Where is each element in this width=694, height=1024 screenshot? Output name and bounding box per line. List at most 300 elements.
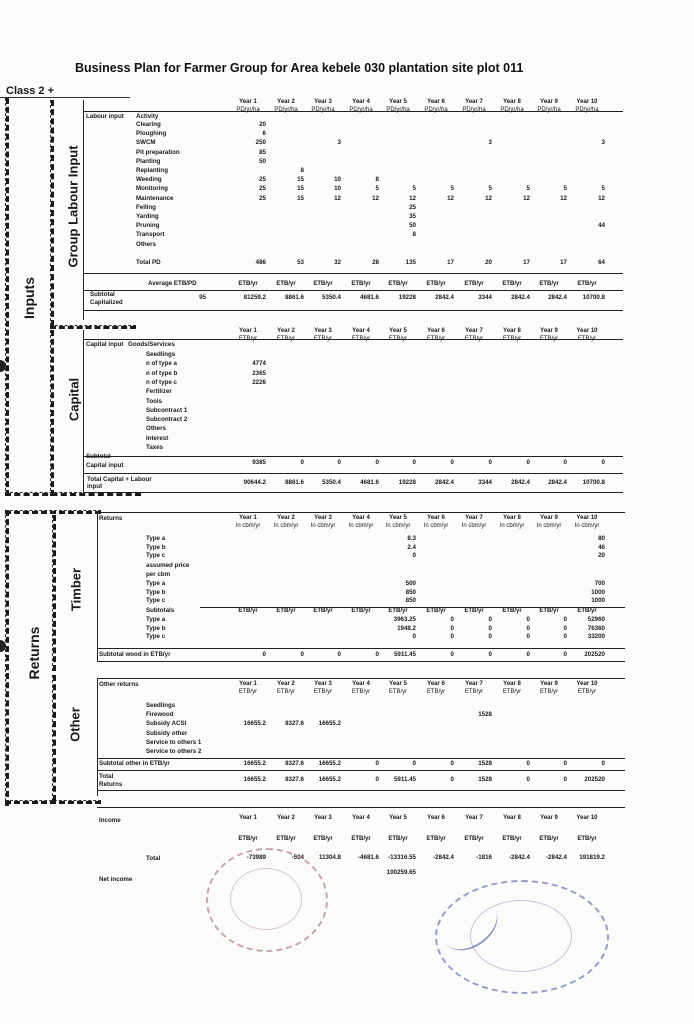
income-year-8: Year 8 bbox=[503, 815, 521, 821]
other-year-5: Year 5 bbox=[389, 681, 407, 687]
timber-type-0: Type a bbox=[146, 535, 166, 542]
capital-total-label: Total Capital + Labour input bbox=[87, 476, 152, 491]
labour-total-row-col-7: 20 bbox=[485, 259, 492, 266]
labour-subtotal-row-col-5: 19228 bbox=[398, 294, 416, 301]
timber-etb-unit-9: ETB/yr bbox=[539, 608, 559, 614]
capital-item-8: Others bbox=[146, 425, 166, 433]
capital-frame-left bbox=[50, 330, 54, 496]
timber-unit-9: In cbm/yr bbox=[536, 523, 562, 529]
timber-unit-5: In cbm/yr bbox=[385, 523, 411, 529]
capital-year-10: Year 10 bbox=[576, 328, 598, 334]
income-header-line bbox=[97, 807, 625, 808]
other-row-2-col-1: 16655.2 bbox=[243, 720, 266, 728]
labour-total-line bbox=[83, 273, 623, 274]
capital-year-8: Year 8 bbox=[503, 328, 521, 334]
capital-item-1: n of type a bbox=[146, 360, 177, 368]
capital-goods-header: Goods/Services bbox=[128, 341, 175, 348]
other-subtotal-row-col-3: 16655.2 bbox=[318, 760, 341, 767]
income-year-9: Year 9 bbox=[540, 815, 558, 821]
capital-year-1: Year 1 bbox=[239, 328, 257, 334]
capital-subtotal-row-col-6: 0 bbox=[450, 459, 454, 466]
labour-activity-0: Clearing bbox=[136, 121, 161, 128]
other-item-3: Subsidy other bbox=[146, 729, 188, 737]
other-total-row-col-6: 0 bbox=[450, 776, 454, 783]
other-subtotal-row-col-8: 0 bbox=[526, 760, 530, 767]
timber-bottom-line bbox=[97, 661, 625, 662]
timber-year-7: Year 7 bbox=[465, 515, 483, 521]
capital-unit-2: ETB/yr bbox=[276, 336, 296, 342]
timber-sub-row-1-col-10: 76360 bbox=[587, 624, 605, 632]
capital-total-row-col-1: 90644.2 bbox=[243, 479, 266, 486]
capital-input-label: Capital input bbox=[86, 462, 124, 469]
capital-total-row-col-7: 3344 bbox=[478, 479, 492, 486]
labour-etb-unit-9: ETB/yr bbox=[539, 281, 559, 287]
labour-activity-header: Activity bbox=[136, 113, 159, 120]
labour-row-6-col-1: 25 bbox=[259, 176, 266, 184]
timber-sub-row-2-col-5: 0 bbox=[412, 633, 416, 640]
labour-row-6-col-2: 15 bbox=[297, 176, 304, 184]
timber-unit-8: In cbm/yr bbox=[499, 523, 525, 529]
timber-etb-unit-10: ETB/yr bbox=[577, 608, 597, 614]
labour-row-7-col-5: 5 bbox=[412, 185, 416, 193]
timber-unit-10: In cbm/yr bbox=[574, 523, 600, 529]
timber-type-1: Type b bbox=[146, 543, 166, 551]
frame-top bbox=[0, 97, 130, 98]
other-subtotal-row-col-10: 0 bbox=[601, 760, 605, 767]
timber-subtotal-wood-row-col-5: 5911.45 bbox=[393, 651, 416, 658]
labour-subtotal-row-col-6: 2842.4 bbox=[435, 294, 454, 301]
timber-etb-unit-1: ETB/yr bbox=[238, 608, 258, 614]
capital-year-4: Year 4 bbox=[352, 328, 370, 334]
other-total-row-col-4: 0 bbox=[375, 776, 379, 783]
timber-sub-row-2-col-7: 0 bbox=[488, 633, 492, 640]
timber-subtotals-label: Subtotals bbox=[146, 607, 175, 614]
timber-price-type-0: Type a bbox=[146, 580, 166, 587]
labour-year-10: Year 10 bbox=[576, 99, 598, 105]
side-label-capital: Capital bbox=[66, 377, 82, 422]
timber-volume-row-1-col-10: 46 bbox=[598, 543, 605, 551]
income-total-label: Total bbox=[146, 855, 161, 862]
other-row-2-col-3: 16655.2 bbox=[318, 720, 341, 728]
net-income-label: Net income bbox=[99, 876, 133, 883]
capital-total-row-col-9: 2842.4 bbox=[548, 479, 567, 486]
timber-year-10: Year 10 bbox=[576, 515, 598, 521]
labour-activity-4: Planting bbox=[136, 157, 161, 165]
labour-row-7-col-8: 5 bbox=[526, 185, 530, 193]
timber-price-row-1-col-5: 850 bbox=[405, 588, 416, 596]
capital-item-4: Fertilizer bbox=[146, 388, 172, 396]
other-table-left-border bbox=[97, 678, 98, 796]
labour-subtotal-row-col-4: 4681.6 bbox=[360, 294, 379, 301]
labour-subtotal-row-col-1: 81259.2 bbox=[243, 294, 266, 301]
other-item-2: Subsidy ACSI bbox=[146, 720, 187, 728]
other-row-2-col-2: 8327.6 bbox=[285, 720, 304, 728]
capital-year-3: Year 3 bbox=[314, 328, 332, 334]
other-unit-7: ETB/yr bbox=[464, 689, 484, 695]
labour-activity-3: Pit preparation bbox=[136, 148, 180, 156]
timber-subtotal-wood-row-col-2: 0 bbox=[300, 651, 304, 658]
timber-price-row-1-col-10: 1000 bbox=[591, 588, 605, 596]
timber-etb-unit-4: ETB/yr bbox=[351, 608, 371, 614]
labour-row-3-col-1: 85 bbox=[259, 148, 266, 156]
timber-volume-row-0-col-10: 80 bbox=[598, 535, 605, 542]
timber-sub-row-0-col-10: 52960 bbox=[587, 616, 605, 623]
labour-row-7-col-6: 5 bbox=[450, 185, 454, 193]
labour-unit-10: PD/yr/ha bbox=[575, 107, 599, 113]
other-total-row-col-9: 0 bbox=[563, 776, 567, 783]
timber-subtotal-wood-row-col-3: 0 bbox=[337, 651, 341, 658]
timber-sub-row-1-col-7: 0 bbox=[488, 624, 492, 632]
timber-sub-row-1-col-5: 1948.2 bbox=[397, 624, 416, 632]
timber-volume-row-2-col-5: 0 bbox=[412, 552, 416, 559]
labour-total-row-col-1: 486 bbox=[255, 259, 266, 266]
other-row-1-col-7: 1528 bbox=[478, 711, 492, 719]
other-subtotal-row-col-1: 16655.2 bbox=[243, 760, 266, 767]
side-label-group-labour: Group Labour Input bbox=[65, 145, 81, 268]
other-year-8: Year 8 bbox=[503, 681, 521, 687]
capital-year-6: Year 6 bbox=[427, 328, 445, 334]
labour-row-8-col-9: 12 bbox=[560, 194, 567, 202]
capital-bottom-line bbox=[83, 492, 623, 493]
labour-row-7-col-1: 25 bbox=[259, 185, 266, 193]
other-bottom-line bbox=[97, 790, 625, 791]
labour-activity-8: Maintenance bbox=[136, 194, 174, 202]
timber-subtotal-wood-row-col-9: 0 bbox=[563, 651, 567, 658]
capital-row-1-col-1: 4774 bbox=[252, 360, 266, 368]
labour-avg-label: Average ETB/PD bbox=[148, 280, 197, 287]
capital-year-2: Year 2 bbox=[277, 328, 295, 334]
timber-year-6: Year 6 bbox=[427, 515, 445, 521]
labour-subtotal-row-col-7: 3344 bbox=[478, 294, 492, 301]
returns-frame-top bbox=[5, 510, 101, 514]
timber-etb-unit-7: ETB/yr bbox=[464, 608, 484, 614]
income-year-7: Year 7 bbox=[465, 815, 483, 821]
labour-etb-unit-10: ETB/yr bbox=[577, 281, 597, 287]
net-income-value: 100259.65 bbox=[386, 869, 416, 876]
labour-activity-11: Pruning bbox=[136, 222, 160, 230]
side-label-other: Other bbox=[67, 707, 83, 742]
capital-total-row-col-3: 5350.4 bbox=[322, 479, 341, 486]
other-total-returns-label: Total Returns bbox=[99, 773, 123, 788]
capital-unit-10: ETB/yr bbox=[577, 336, 597, 342]
capital-table-left-border bbox=[83, 330, 84, 495]
labour-row-8-col-2: 15 bbox=[297, 194, 304, 202]
labour-row-2-col-3: 3 bbox=[337, 139, 341, 147]
labour-row-8-col-7: 12 bbox=[485, 194, 492, 202]
labour-row-6-col-4: 8 bbox=[375, 176, 379, 184]
other-total-row-col-5: 5911.45 bbox=[393, 776, 416, 783]
other-subtotal-row-col-4: 0 bbox=[375, 760, 379, 767]
capital-unit-9: ETB/yr bbox=[539, 336, 559, 342]
income-year-1: Year 1 bbox=[239, 815, 257, 821]
capital-item-7: Subcontract 2 bbox=[146, 416, 188, 424]
labour-row-11-col-10: 44 bbox=[598, 222, 605, 230]
labour-unit-5: PD/yr/ha bbox=[386, 107, 410, 113]
income-label: Income bbox=[99, 817, 121, 824]
timber-sub-row-0-col-5: 3963.25 bbox=[393, 616, 416, 623]
other-item-0: Seedlings bbox=[146, 702, 176, 709]
capital-year-5: Year 5 bbox=[389, 328, 407, 334]
timber-volume-row-1-col-5: 2.4 bbox=[407, 543, 416, 551]
other-total-row-col-10: 202520 bbox=[584, 776, 605, 783]
capital-item-6: Subcontract 1 bbox=[146, 406, 188, 414]
income-unit-1: ETB/yr bbox=[238, 836, 258, 842]
capital-unit-4: ETB/yr bbox=[351, 336, 371, 342]
timber-sub-row-0-col-8: 0 bbox=[526, 616, 530, 623]
timber-header-line bbox=[97, 512, 625, 513]
timber-table-left-border bbox=[97, 512, 98, 662]
labour-row-7-col-7: 5 bbox=[488, 185, 492, 193]
side-label-inputs: Inputs bbox=[21, 277, 37, 319]
timber-per-cbm-label: per cbm bbox=[146, 571, 171, 578]
capital-unit-1: ETB/yr bbox=[238, 336, 258, 342]
capital-item-0: Seedlings bbox=[146, 351, 176, 358]
timber-price-type-1: Type b bbox=[146, 588, 166, 596]
inputs-frame-left bbox=[5, 98, 9, 496]
other-year-2: Year 2 bbox=[277, 681, 295, 687]
capital-unit-8: ETB/yr bbox=[502, 336, 522, 342]
labour-unit-1: PD/yr/ha bbox=[236, 107, 260, 113]
labour-unit-2: PD/yr/ha bbox=[274, 107, 298, 113]
other-total-row-col-8: 0 bbox=[526, 776, 530, 783]
other-subtotal-row-col-2: 8327.6 bbox=[285, 760, 304, 767]
capital-subtotal-row-col-3: 0 bbox=[337, 459, 341, 466]
capital-unit-3: ETB/yr bbox=[313, 336, 333, 342]
capital-total-row-col-2: 8861.6 bbox=[285, 479, 304, 486]
timber-etb-unit-3: ETB/yr bbox=[313, 608, 333, 614]
other-unit-4: ETB/yr bbox=[351, 689, 371, 695]
other-corner-label: Other returns bbox=[99, 681, 139, 688]
labour-frame-left bbox=[50, 100, 54, 326]
labour-etb-unit-2: ETB/yr bbox=[276, 281, 296, 287]
capital-total-row-col-4: 4681.6 bbox=[360, 479, 379, 486]
income-unit-6: ETB/yr bbox=[426, 836, 446, 842]
timber-frame-left bbox=[52, 515, 56, 671]
labour-unit-6: PD/yr/ha bbox=[424, 107, 448, 113]
capital-item-5: Tools bbox=[146, 397, 163, 405]
other-item-4: Service to others 1 bbox=[146, 738, 202, 746]
timber-sub-row-2-col-8: 0 bbox=[526, 633, 530, 640]
labour-subtotal-row-col-3: 5350.4 bbox=[322, 294, 341, 301]
capital-year-7: Year 7 bbox=[465, 328, 483, 334]
timber-unit-6: In cbm/yr bbox=[423, 523, 449, 529]
timber-year-5: Year 5 bbox=[389, 515, 407, 521]
timber-subtotal-wood-row-col-8: 0 bbox=[526, 651, 530, 658]
timber-sub-row-2-col-9: 0 bbox=[563, 633, 567, 640]
labour-unit-3: PD/yr/ha bbox=[311, 107, 335, 113]
timber-sub-type-1: Type b bbox=[146, 624, 166, 632]
labour-activity-2: SWCM bbox=[136, 139, 156, 147]
labour-row-2-col-1: 250 bbox=[255, 139, 266, 147]
labour-subtotal-row-col-8: 2842.4 bbox=[511, 294, 530, 301]
income-unit-2: ETB/yr bbox=[276, 836, 296, 842]
labour-year-1: Year 1 bbox=[239, 99, 257, 105]
labour-unit-9: PD/yr/ha bbox=[537, 107, 561, 113]
labour-total-row-col-4: 28 bbox=[372, 259, 379, 266]
labour-row-7-col-9: 5 bbox=[563, 185, 567, 193]
labour-row-2-col-10: 3 bbox=[601, 139, 605, 147]
labour-row-4-col-1: 50 bbox=[259, 157, 266, 165]
labour-year-8: Year 8 bbox=[503, 99, 521, 105]
other-item-5: Service to others 2 bbox=[146, 748, 202, 755]
timber-corner-label: Returns bbox=[99, 515, 123, 522]
returns-frame-left bbox=[5, 510, 9, 806]
timber-sub-row-0-col-9: 0 bbox=[563, 616, 567, 623]
other-year-4: Year 4 bbox=[352, 681, 370, 687]
labour-row-8-col-3: 12 bbox=[334, 194, 341, 202]
labour-row-8-col-5: 12 bbox=[409, 194, 416, 202]
income-total-row-col-7: -1816 bbox=[476, 854, 492, 861]
labour-bottom-line bbox=[83, 310, 623, 311]
labour-activity-12: Transport bbox=[136, 231, 165, 239]
capital-unit-6: ETB/yr bbox=[426, 336, 446, 342]
labour-subtotal-row-col-2: 8861.6 bbox=[285, 294, 304, 301]
labour-total-row-col-6: 17 bbox=[447, 259, 454, 266]
timber-etb-unit-2: ETB/yr bbox=[276, 608, 296, 614]
other-unit-10: ETB/yr bbox=[577, 689, 597, 695]
capital-total-row-col-6: 2842.4 bbox=[435, 479, 454, 486]
labour-row-7-col-4: 5 bbox=[375, 185, 379, 193]
income-total-row-col-5: -13316.55 bbox=[388, 854, 416, 861]
timber-price-row-2-col-10: 1000 bbox=[591, 597, 605, 604]
other-unit-8: ETB/yr bbox=[502, 689, 522, 695]
other-header-line bbox=[97, 678, 625, 679]
other-unit-9: ETB/yr bbox=[539, 689, 559, 695]
other-year-9: Year 9 bbox=[540, 681, 558, 687]
timber-subtotal-wood-row-col-7: 0 bbox=[488, 651, 492, 658]
timber-year-3: Year 3 bbox=[314, 515, 332, 521]
labour-unit-4: PD/yr/ha bbox=[349, 107, 373, 113]
income-total-row-col-10: 191819.2 bbox=[579, 854, 605, 861]
other-subtotal-row-col-5: 0 bbox=[412, 760, 416, 767]
income-unit-9: ETB/yr bbox=[539, 836, 559, 842]
labour-row-8-col-4: 12 bbox=[372, 194, 379, 202]
capital-unit-5: ETB/yr bbox=[388, 336, 408, 342]
timber-sub-row-1-col-8: 0 bbox=[526, 624, 530, 632]
timber-type-2: Type c bbox=[146, 552, 166, 559]
timber-sub-row-0-col-7: 0 bbox=[488, 616, 492, 623]
labour-row-6-col-3: 10 bbox=[334, 176, 341, 184]
other-year-6: Year 6 bbox=[427, 681, 445, 687]
capital-subtotal-row-col-5: 0 bbox=[412, 459, 416, 466]
capital-item-10: Taxes bbox=[146, 444, 164, 451]
timber-unit-7: In cbm/yr bbox=[461, 523, 487, 529]
income-total-row-col-9: -2842.4 bbox=[546, 854, 567, 861]
labour-year-4: Year 4 bbox=[352, 99, 370, 105]
income-unit-7: ETB/yr bbox=[464, 836, 484, 842]
other-year-1: Year 1 bbox=[239, 681, 257, 687]
timber-sub-row-1-col-6: 0 bbox=[450, 624, 454, 632]
timber-unit-1: In cbm/yr bbox=[235, 523, 261, 529]
income-unit-3: ETB/yr bbox=[313, 836, 333, 842]
timber-sub-row-2-col-6: 0 bbox=[450, 633, 454, 640]
labour-etb-unit-4: ETB/yr bbox=[351, 281, 371, 287]
labour-row-8-col-10: 12 bbox=[598, 194, 605, 202]
side-label-timber: Timber bbox=[68, 567, 84, 612]
income-total-row-col-2: -534 bbox=[291, 854, 304, 861]
side-label-returns: Returns bbox=[26, 626, 42, 680]
timber-year-8: Year 8 bbox=[503, 515, 521, 521]
labour-row-2-col-7: 3 bbox=[488, 139, 492, 147]
income-year-6: Year 6 bbox=[427, 815, 445, 821]
other-frame-left bbox=[52, 675, 56, 801]
timber-etb-unit-6: ETB/yr bbox=[426, 608, 446, 614]
capital-subtotal-line bbox=[83, 456, 623, 457]
labour-row-8-col-8: 12 bbox=[523, 194, 530, 202]
timber-price-row-0-col-10: 700 bbox=[594, 580, 605, 587]
labour-total-row-col-9: 17 bbox=[560, 259, 567, 266]
other-total-row-col-3: 16655.2 bbox=[318, 776, 341, 783]
labour-subtotal-line bbox=[83, 290, 623, 291]
page-title: Business Plan for Farmer Group for Area kebele 030 plantation site plot 011 bbox=[75, 61, 524, 75]
timber-assumed-price-label: assumed price bbox=[146, 562, 190, 569]
other-subtotal-row-col-6: 0 bbox=[450, 760, 454, 767]
income-year-2: Year 2 bbox=[277, 815, 295, 821]
income-year-4: Year 4 bbox=[352, 815, 370, 821]
timber-subtotals-line bbox=[200, 607, 625, 608]
labour-etb-unit-6: ETB/yr bbox=[426, 281, 446, 287]
capital-total-row-col-10: 10700.8 bbox=[582, 479, 605, 486]
income-year-10: Year 10 bbox=[576, 815, 598, 821]
income-total-row-col-6: -2842.4 bbox=[433, 854, 454, 861]
labour-etb-unit-5: ETB/yr bbox=[388, 281, 408, 287]
capital-subtotal-row-col-2: 0 bbox=[300, 459, 304, 466]
labour-total-label: Total PD bbox=[136, 259, 161, 266]
labour-etb-unit-8: ETB/yr bbox=[502, 281, 522, 287]
capital-corner-label: Capital input bbox=[86, 341, 124, 348]
capital-subtotal-row-col-8: 0 bbox=[526, 459, 530, 466]
labour-row-7-col-3: 10 bbox=[334, 185, 341, 193]
other-year-10: Year 10 bbox=[576, 681, 598, 687]
other-year-3: Year 3 bbox=[314, 681, 332, 687]
official-stamp-left-inner bbox=[230, 868, 302, 930]
capital-unit-7: ETB/yr bbox=[464, 336, 484, 342]
timber-price-row-2-col-5: 850 bbox=[405, 597, 416, 604]
timber-subtotal-wood-label: Subtotal wood in ETB/yr bbox=[99, 651, 171, 658]
labour-activity-1: Ploughing bbox=[136, 130, 167, 138]
capital-total-row-col-5: 19228 bbox=[398, 479, 416, 486]
capital-row-2-col-1: 2365 bbox=[252, 369, 266, 377]
income-unit-10: ETB/yr bbox=[577, 836, 597, 842]
income-unit-5: ETB/yr bbox=[388, 836, 408, 842]
labour-activity-6: Weeding bbox=[136, 176, 162, 184]
labour-row-12-col-5: 8 bbox=[412, 231, 416, 239]
capital-subtotal-row-col-7: 0 bbox=[488, 459, 492, 466]
capital-subtotal-row-col-10: 0 bbox=[601, 459, 605, 466]
capital-subtotal-row-col-4: 0 bbox=[375, 459, 379, 466]
capital-subtotal-label: Subtotal bbox=[86, 453, 111, 460]
timber-subtotal-wood-row-col-6: 0 bbox=[450, 651, 454, 658]
other-subtotal-row-col-9: 0 bbox=[563, 760, 567, 767]
labour-year-3: Year 3 bbox=[314, 99, 332, 105]
income-total-row-col-1: -73989 bbox=[246, 854, 266, 861]
timber-unit-3: In cbm/yr bbox=[310, 523, 336, 529]
capital-total-row-col-8: 2842.4 bbox=[511, 479, 530, 486]
income-total-row-col-8: -2842.4 bbox=[509, 854, 530, 861]
labour-row-10-col-5: 35 bbox=[409, 213, 416, 220]
timber-year-9: Year 9 bbox=[540, 515, 558, 521]
labour-subtotal-row-col-9: 2842.4 bbox=[548, 294, 567, 301]
capital-item-3: n of type c bbox=[146, 378, 177, 386]
capital-subtotal-row-col-9: 0 bbox=[563, 459, 567, 466]
other-item-1: Firewood bbox=[146, 711, 174, 719]
income-unit-4: ETB/yr bbox=[351, 836, 371, 842]
other-total-row-col-1: 16655.2 bbox=[243, 776, 266, 783]
labour-capitalized-label: Capitalized bbox=[90, 299, 123, 306]
labour-activity-13: Others bbox=[136, 240, 156, 248]
capital-row-3-col-1: 2226 bbox=[252, 378, 266, 386]
labour-total-row-col-5: 135 bbox=[405, 259, 416, 266]
